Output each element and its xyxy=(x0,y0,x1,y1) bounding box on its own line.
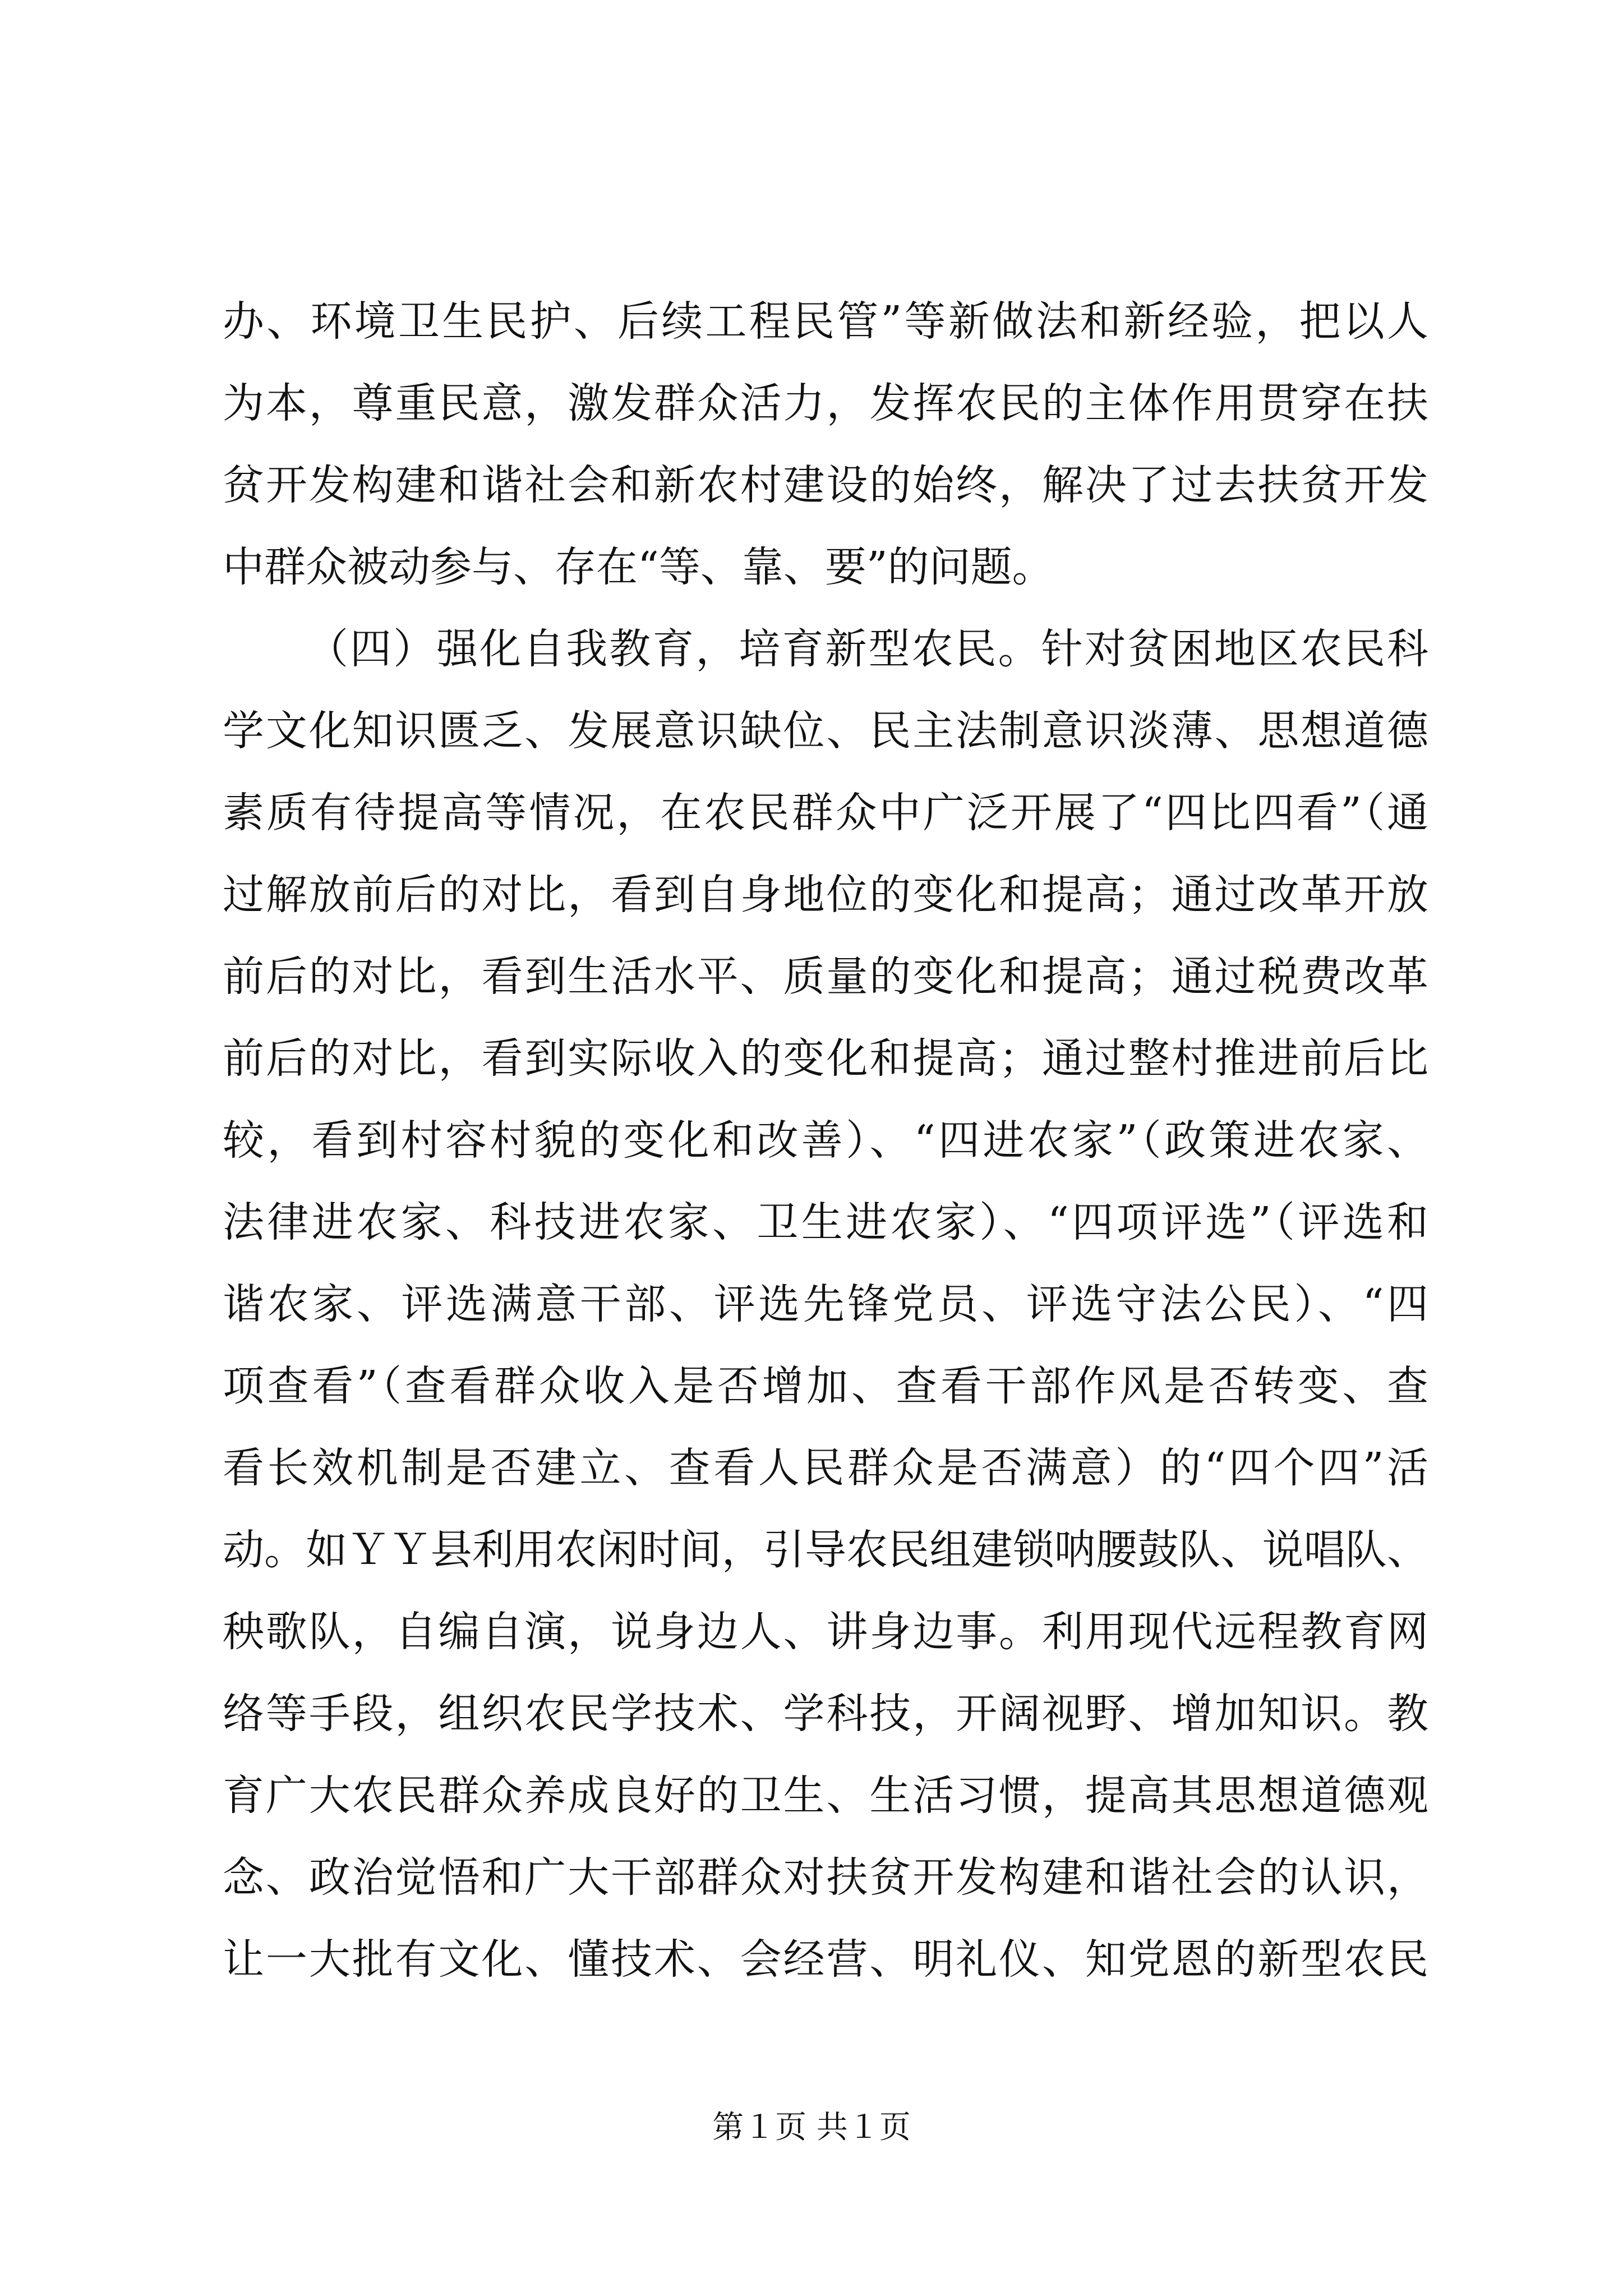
text-line-15: 看长效机制是否建立、查看人民群众是否满意）的“四个四”活 xyxy=(223,1444,1428,1492)
text-line-5: （四）强化自我教育，培育新型农民。针对贫困地区农民科 xyxy=(307,625,1428,673)
text-line-6: 学文化知识匮乏、发展意识缺位、民主法制意识淡薄、思想道德 xyxy=(223,707,1428,755)
text-line-9: 前后的对比，看到生活水平、质量的变化和提高；通过税费改革 xyxy=(223,953,1428,1001)
text-line-4: 中群众被动参与、存在“等、靠、要”的问题。 xyxy=(223,543,1054,591)
text-line-16: 动。如ＹＹ县利用农闲时间，引导农民组建锁呐腰鼓队、说唱队、 xyxy=(223,1526,1428,1574)
page-footer: 第１页 共１页 xyxy=(712,2109,911,2146)
text-line-7: 素质有待提高等情况，在农民群众中广泛开展了“四比四看”（通 xyxy=(223,789,1428,837)
text-line-17: 秧歌队，自编自演，说身边人、讲身边事。利用现代远程教育网 xyxy=(223,1608,1428,1656)
text-line-19: 育广大农民群众养成良好的卫生、生活习惯，提高其思想道德观 xyxy=(223,1772,1428,1820)
text-line-3: 贫开发构建和谐社会和新农村建设的始终，解决了过去扶贫开发 xyxy=(223,461,1428,509)
body-text xyxy=(223,280,1428,2000)
text-line-1: 办、环境卫生民护、后续工程民管”等新做法和新经验，把以人 xyxy=(223,297,1428,346)
text-line-2: 为本，尊重民意，激发群众活力，发挥农民的主体作用贯穿在扶 xyxy=(223,379,1428,427)
text-line-11: 较，看到村容村貌的变化和改善）、“四进农家”（政策进农家、 xyxy=(223,1116,1428,1165)
text-line-21: 让一大批有文化、懂技术、会经营、明礼仪、知党恩的新型农民 xyxy=(223,1935,1428,1984)
text-line-14: 项查看”（查看群众收入是否增加、查看干部作风是否转变、查 xyxy=(223,1362,1428,1410)
text-line-12: 法律进农家、科技进农家、卫生进农家）、“四项评选”（评选和 xyxy=(223,1198,1428,1246)
text-line-8: 过解放前后的对比，看到自身地位的变化和提高；通过改革开放 xyxy=(223,871,1428,919)
text-line-10: 前后的对比，看到实际收入的变化和提高；通过整村推进前后比 xyxy=(223,1034,1428,1083)
text-line-20: 念、政治觉悟和广大干部群众对扶贫开发构建和谐社会的认识， xyxy=(223,1853,1428,1902)
text-line-13: 谐农家、评选满意干部、评选先锋党员、评选守法公民）、“四 xyxy=(223,1280,1428,1328)
text-line-18: 络等手段，组织农民学技术、学科技，开阔视野、增加知识。教 xyxy=(223,1690,1428,1738)
